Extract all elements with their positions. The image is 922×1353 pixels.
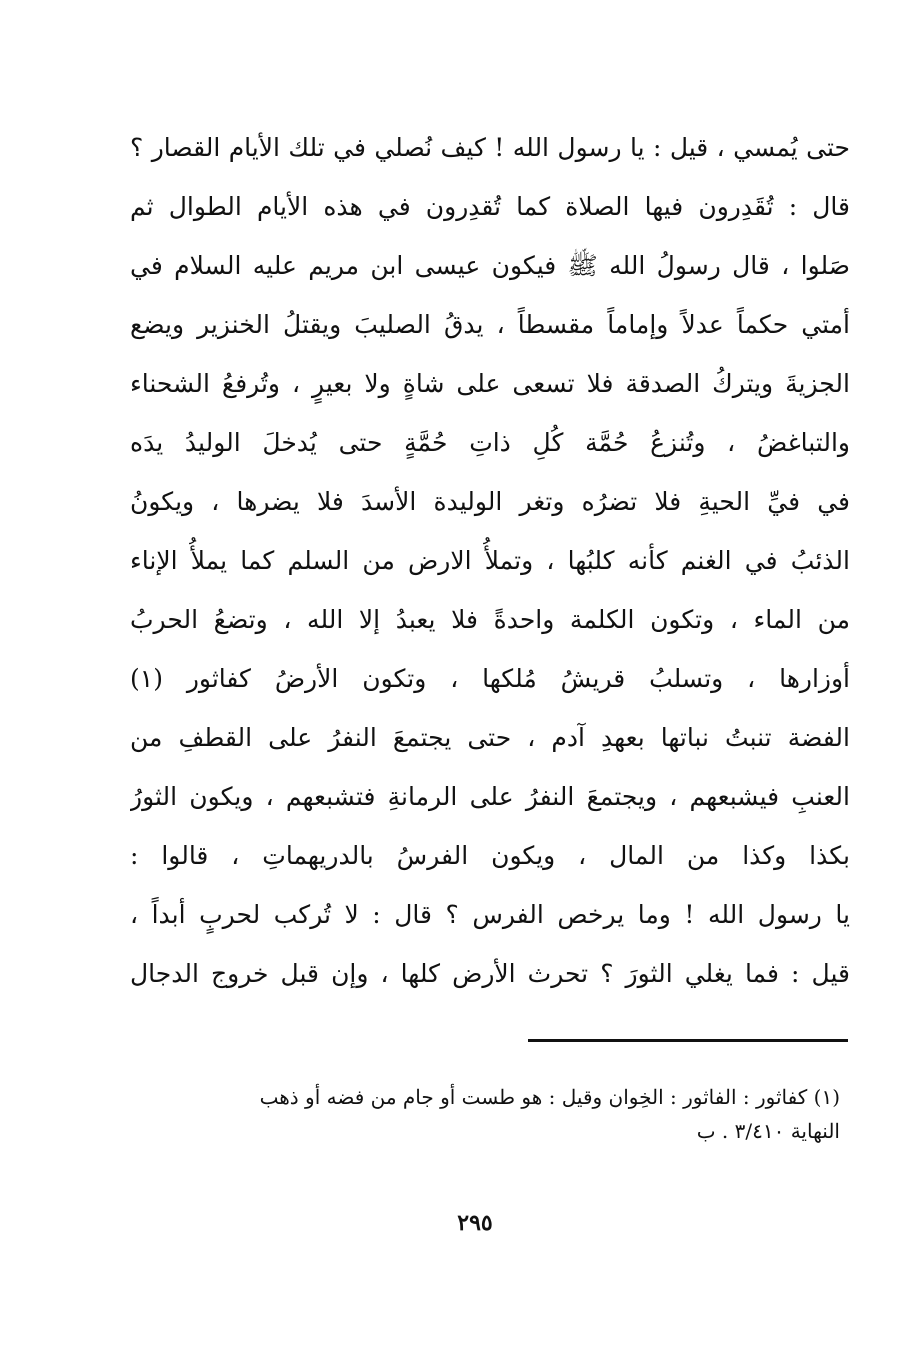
text-line: الفضة تنبتُ نباتها بعهدِ آدم ، حتى يجتمعَ النفرُ على القطفِ من bbox=[130, 723, 850, 752]
text-line: صَلوا ، قال رسولُ الله ﷺ فيكون عيسى ابن مريم عليه السلام في bbox=[130, 251, 850, 280]
main-text bbox=[130, 118, 850, 1003]
text-line: الجزيةَ ويتركُ الصدقة فلا تسعى على شاةٍ ولا بعيرٍ ، وتُرفعُ الشحناء bbox=[130, 369, 850, 398]
text-line: حتى يُمسي ، قيل : يا رسول الله ! كيف نُصلي في تلك الأيام القصار ؟ bbox=[130, 133, 850, 162]
text-line: أمتي حكماً عدلاً وإماماً مقسطاً ، يدقُ الصليبَ ويقتلُ الخنزير ويضع bbox=[130, 310, 850, 339]
footnote bbox=[140, 1080, 840, 1148]
text-line: أوزارها ، وتسلبُ قريشُ مُلكها ، وتكون الأرضُ كفاثور (١) bbox=[130, 664, 850, 693]
text-line: يا رسول الله ! وما يرخص الفرس ؟ قال : لا تُركب لحربٍ أبداً ، bbox=[130, 900, 850, 929]
text-line: الذئبُ في الغنم كأنه كلبُها ، وتملأُ الارض من السلم كما يملأُ الإناء bbox=[130, 546, 850, 575]
text-line: والتباغضُ ، وتُنزعُ حُمَّة كُلِ ذاتِ حُمَّةٍ حتى يُدخلَ الوليدُ يدَه bbox=[130, 428, 850, 457]
footnote-divider bbox=[528, 1039, 848, 1042]
text-line: من الماء ، وتكون الكلمة واحدةً فلا يعبدُ إلا الله ، وتضعُ الحربُ bbox=[130, 605, 850, 634]
text-line: بكذا وكذا من المال ، ويكون الفرسُ بالدريهماتِ ، قالوا : bbox=[130, 841, 850, 870]
text-line: قيل : فما يغلي الثورَ ؟ تحرث الأرض كلها ، وإن قبل خروج الدجال bbox=[130, 959, 850, 988]
text-line: العنبِ فيشبعهم ، ويجتمعَ النفرُ على الرمانةِ فتشبعهم ، ويكون الثورُ bbox=[130, 782, 850, 811]
text-line: في فيِّ الحيةِ فلا تضرُه وتغر الوليدة الأسدَ فلا يضرها ، ويكونُ bbox=[130, 487, 850, 516]
page-number: ٢٩٥ bbox=[457, 1210, 493, 1236]
text-line: قال : تُقَدِرون فيها الصلاة كما تُقدِرون في هذه الأيام الطوال ثم bbox=[130, 192, 850, 221]
footnote-line: (١) كفاثور : الفاثور : الخِوان وقيل : هو طست أو جام من فضه أو ذهب bbox=[259, 1085, 840, 1109]
footnote-line: النهاية ٣/٤١٠ . ب bbox=[696, 1119, 840, 1143]
